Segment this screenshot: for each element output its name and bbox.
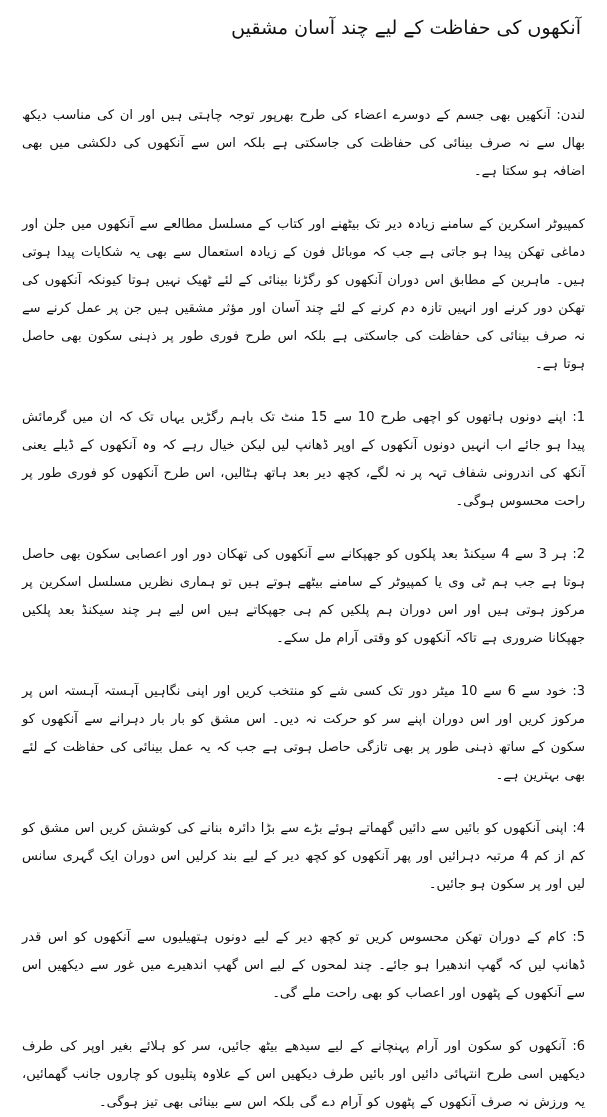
- exercise-4-paragraph: 4: اپنی آنکھوں کو بائیں سے دائیں گھماتے ہوئے بڑے سے بڑا دائرہ بنانے کی کوشش کریں اس مشق کو کم از کم 4 مرتبہ دہرائیں اور پھر آنکھوں کو کچھ دیر کے لیے بند کرلیں اس دوران ایک گہری سانس لیں اور پر سکون ہو جائیں۔: [22, 821, 585, 892]
- article-title: آنکھوں کی حفاظت کے لیے چند آسان مشقیں: [231, 17, 581, 39]
- exercise-6-paragraph: 6: آنکھوں کو سکون اور آرام پہنچانے کے لیے سیدھے بیٹھ جائیں، سر کو ہلائے بغیر اوپر کی طرف دیکھیں اسی طرح انتہائی دائیں اور بائیں طرف دیکھیں اس کے علاوہ پتلیوں کو چاروں جانب گھمائیں، یہ ورزش نہ صرف آنکھوں کے پٹھوں کو آرام دے گی بلکہ اس سے بینائی بھی تیز ہوگی۔: [22, 1039, 585, 1110]
- background-paragraph: کمپیوٹر اسکرین کے سامنے زیادہ دیر تک بیٹھنے اور کتاب کے مسلسل مطالعے سے آنکھوں میں جلن اور دماغی تھکن پیدا ہو جاتی ہے جب کہ موبائل فون کے زیادہ استعمال سے بھی یہ شکایات پیدا ہوتی ہیں۔ ماہرین کے مطابق اس دوران آنکھوں کو رگڑنا بینائی کے لئے ٹھیک نہیں ہوتا کیونکہ آنکھوں کی تھکن دور کرنے اور انہیں تازہ دم کرنے کے لئے چند آسان اور مؤثر مشقیں ہیں جن پر عمل کرنے سے نہ صرف بینائی کی حفاظت کی جاسکتی ہے بلکہ اس طرح فوری طور پر ذہنی سکون بھی حاصل ہوتا ہے۔: [22, 217, 585, 372]
- intro-paragraph: لندن: آنکھیں بھی جسم کے دوسرے اعضاء کی طرح بھرپور توجہ چاہتی ہیں اور ان کی مناسب دیکھ بھال سے نہ صرف بینائی کی حفاظت کی جاسکتی ہے بلکہ اس سے آنکھوں کی دلکشی میں بھی اضافہ ہو سکتا ہے۔: [22, 108, 585, 179]
- exercise-5-paragraph: 5: کام کے دوران تھکن محسوس کریں تو کچھ دیر کے لیے دونوں ہتھیلیوں سے آنکھوں کو اس قدر ڈھانپ لیں کہ گھپ اندھیرا ہو جائے۔ چند لمحوں کے لیے اس گھپ اندھیرے میں غور سے دیکھیں اس سے آنکھوں کے پٹھوں اور اعصاب کو بھی راحت ملے گی۔: [22, 930, 585, 1001]
- exercise-3-paragraph: 3: خود سے 6 سے 10 میٹر دور تک کسی شے کو منتخب کریں اور اپنی نگاہیں آہستہ آہستہ اس پر مرکوز کریں اور اس دوران اپنے سر کو حرکت نہ دیں۔ اس مشق کو بار بار دہرانے سے آنکھوں کو سکون کے ساتھ ذہنی طور پر بھی تازگی حاصل ہوتی ہے جب کہ یہ عمل بینائی کی حفاظت کے لئے بھی بہترین ہے۔: [22, 684, 585, 783]
- exercise-1-paragraph: 1: اپنے دونوں ہاتھوں کو اچھی طرح 10 سے 15 منٹ تک باہم رگڑیں یہاں تک کہ ان میں گرمائش پیدا ہو جائے اب انہیں دونوں آنکھوں کے اوپر ڈھانپ لیں لیکن خیال رہے کہ وہ آنکھوں کے ڈیلے یعنی آنکھ کی اندرونی شفاف تہہ پر نہ لگے، کچھ دیر بعد ہاتھ ہٹالیں، اس طرح آنکھوں کو فوری طور پر راحت محسوس ہوگی۔: [22, 410, 586, 509]
- exercise-2-paragraph: 2: ہر 3 سے 4 سیکنڈ بعد پلکوں کو جھپکانے سے آنکھوں کی تھکان دور اور اعصابی سکون بھی حاصل ہوتا ہے جب ہم ٹی وی یا کمپیوٹر کے سامنے بیٹھے ہوتے ہیں تو ہماری نظریں مسلسل اسکرین پر مرکوز ہوتی ہیں اور اس دوران ہم پلکیں کم ہی جھپکاتے ہیں اس لیے ہر چند سیکنڈ بعد پلکیں جھپکانا ضروری ہے تاکہ آنکھوں کو وقتی آرام مل سکے۔: [22, 547, 585, 646]
